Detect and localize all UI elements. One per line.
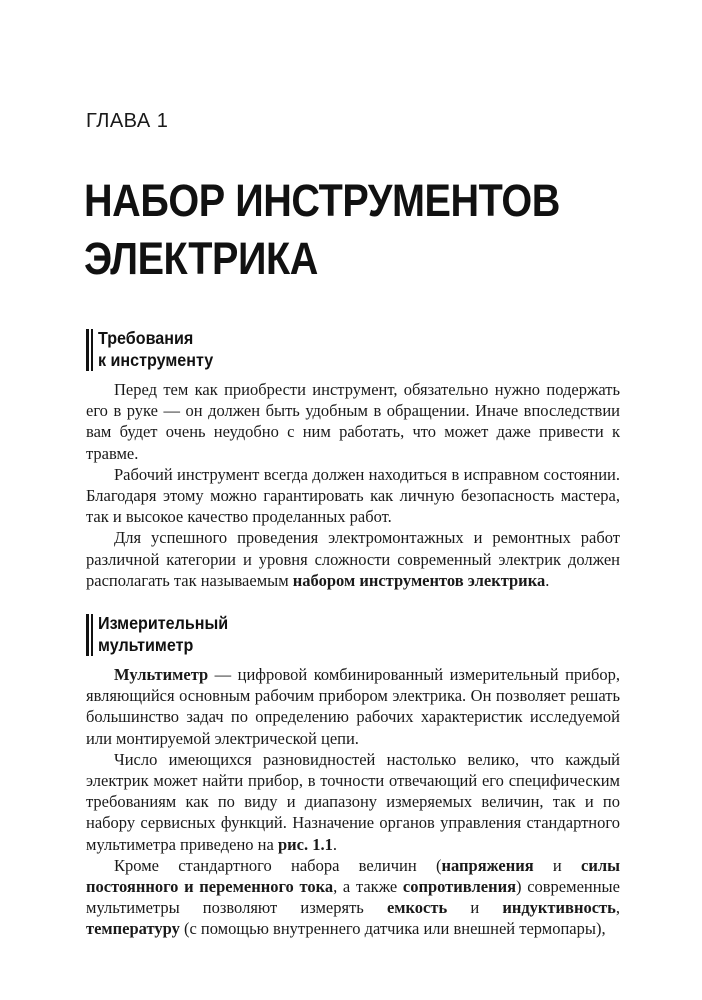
paragraph-text: . [332, 834, 337, 854]
paragraph: Перед тем как приобрести инструмент, обязательно нужно подержать его в руке — он должен быть удобным в обращении. Иначе впоследствии вам будет очень неудобно с ним работать, что может даже привести к травме. [86, 380, 620, 463]
section-tool-requirements [86, 327, 620, 591]
chapter-title: НАБОР ИНСТРУМЕНТОВ ЭЛЕКТРИКА [84, 175, 560, 284]
paragraph-text: — цифровой комбинированный измерительный прибор, являющийся основным рабочим прибором электрика. Он позволяет решать большинство задач по определению рабочих характеристик исследуемой или монтируемой электрической цепи. [86, 665, 620, 748]
paragraph [86, 664, 620, 749]
figure-reference: рис. 1.1 [277, 834, 333, 854]
emphasis-term: набором инструментов электрика [292, 570, 546, 590]
emphasis-term: силы постоянного и переменного тока [86, 855, 620, 897]
paragraph-text: , а также [333, 877, 403, 897]
section-heading [86, 327, 620, 371]
section-multimeter [86, 612, 620, 940]
paragraph [86, 749, 620, 855]
paragraph-text: , [615, 898, 620, 918]
paragraph-text: ) современные мультиметры позволяют измерять [86, 877, 620, 918]
paragraph-text: и [533, 855, 582, 875]
paragraph-text: . [545, 570, 550, 590]
emphasis-term: емкость [386, 898, 448, 918]
paragraph: Рабочий инструмент всегда должен находиться в исправном состоянии. Благодаря этому можно гарантировать как личную безопасность мастера, так и высокое качество проделанных работ. [86, 464, 620, 527]
section-body [86, 379, 620, 591]
heading-marker-bars [86, 329, 93, 371]
section-heading-line-1: Измерительный [98, 613, 229, 633]
paragraph-text: (с помощью внутреннего датчика или внешней термопары), [179, 919, 606, 939]
paragraph [86, 855, 620, 940]
emphasis-term: напряжения [441, 855, 534, 875]
paragraph-text: Для успешного проведения электромонтажных и ремонтных работ различной категории и уровня сложности современный электрик должен располагать так называемым [86, 528, 620, 590]
emphasis-term: Мультиметр [114, 665, 209, 684]
emphasis-term: сопротивления [402, 877, 517, 897]
paragraph-text: Кроме стандартного набора величин ( [114, 855, 442, 875]
paragraph [86, 527, 620, 591]
section-body [86, 664, 620, 940]
section-heading-line-2: мультиметр [98, 635, 194, 655]
heading-marker-bars [86, 614, 93, 656]
section-heading-line-2: к инструменту [98, 350, 214, 370]
paragraph-text: Число имеющихся разновидностей настолько велико, что каждый электрик может найти прибор, в точности отвечающий его специфическим требованиям как по виду и диапазону измеряемых величин, так и по набору сервисных функций. Назначение органов управления стандартного мультиметра приведено на [86, 749, 620, 854]
emphasis-term: индуктивность [502, 898, 616, 918]
paragraph-text: и [447, 898, 503, 918]
emphasis-term: температуру [86, 919, 180, 939]
section-heading [86, 612, 620, 656]
section-heading-line-1: Требования [98, 328, 194, 348]
chapter-label: ГЛАВА 1 [86, 110, 169, 132]
